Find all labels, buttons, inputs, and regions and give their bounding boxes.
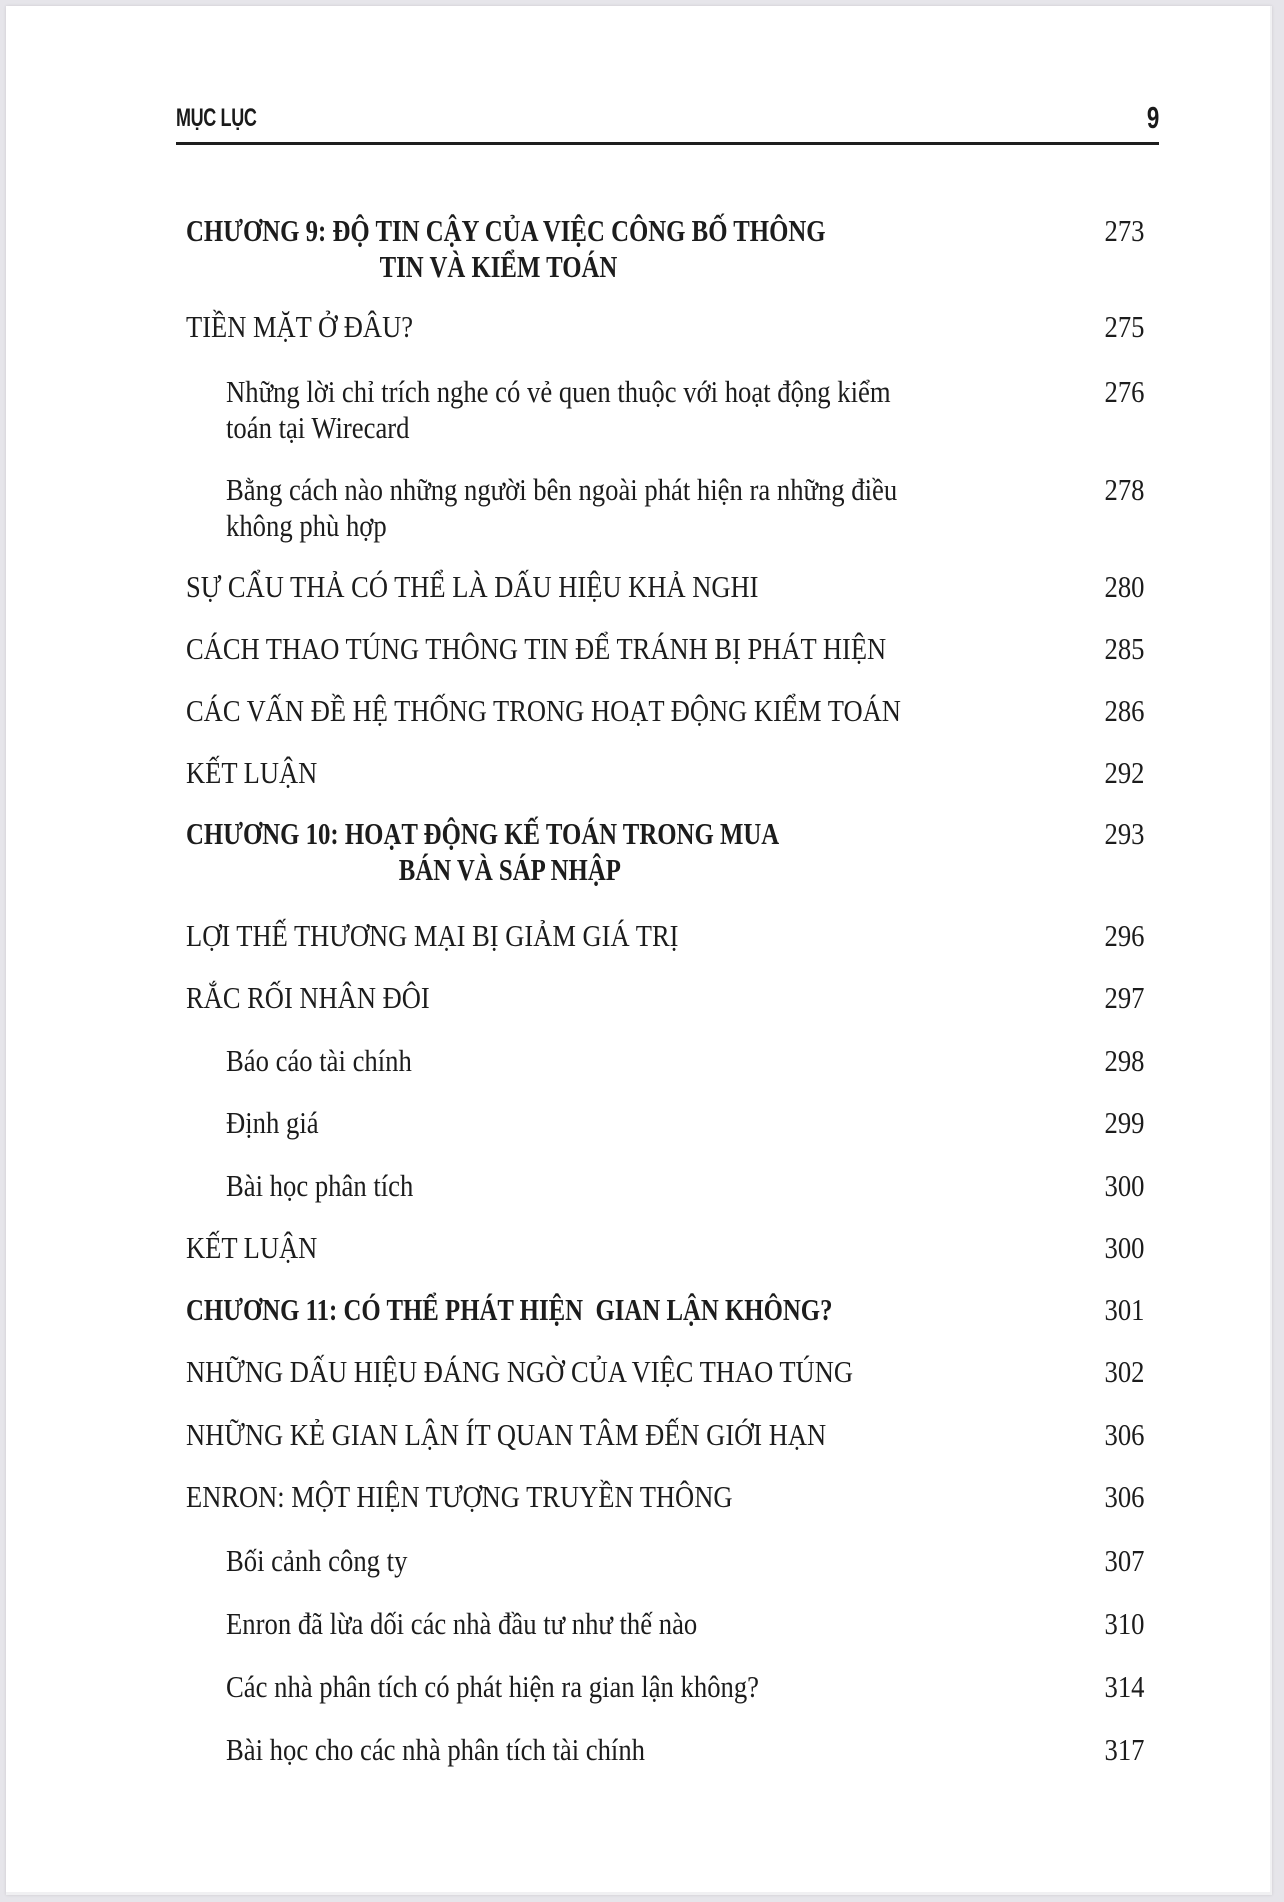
toc-entry-page: 275 [1104, 309, 1144, 344]
toc-entry-title [186, 693, 901, 729]
toc-entry-title [186, 1354, 853, 1390]
toc-entry-title [186, 755, 317, 791]
toc-entry-line: TIN VÀ KIỂM TOÁN [379, 249, 618, 284]
toc-entry-title [226, 1606, 697, 1642]
toc-entry-page: 286 [1104, 693, 1144, 728]
toc-entry-title [226, 1543, 407, 1579]
page-number: 9 [1146, 100, 1159, 135]
toc-entry-page: 285 [1104, 631, 1144, 666]
toc-entry-line: Bằng cách nào những người bên ngoài phát hiện ra những điều [226, 472, 898, 507]
toc-entry-line: Enron đã lừa dối các nhà đầu tư như thế nào [226, 1606, 698, 1641]
toc-entry-title [226, 1669, 759, 1705]
toc-entry-title [226, 1168, 413, 1204]
toc-entry-line: SỰ CẨU THẢ CÓ THỂ LÀ DẤU HIỆU KHẢ NGHI [186, 569, 759, 604]
toc-entry-page: 278 [1104, 472, 1144, 507]
toc-entry-line: Các nhà phân tích có phát hiện ra gian lận không? [226, 1669, 760, 1704]
toc-entry-page: 302 [1104, 1354, 1144, 1389]
toc-entry-line: CHƯƠNG 9: ĐỘ TIN CẬY CỦA VIỆC CÔNG BỐ THÔNG [186, 213, 826, 248]
toc-entry-page: 280 [1104, 569, 1144, 604]
toc-entry-line: Định giá [226, 1105, 319, 1140]
toc-entry-page: 292 [1104, 755, 1144, 790]
toc-entry-page: 306 [1104, 1479, 1144, 1514]
toc-entry-line: CÁC VẤN ĐỀ HỆ THỐNG TRONG HOẠT ĐỘNG KIỂM TOÁN [186, 693, 901, 728]
toc-entry-page: 298 [1104, 1043, 1144, 1078]
toc-entry-title [226, 1105, 319, 1141]
toc-entry-line: CHƯƠNG 10: HOẠT ĐỘNG KẾ TOÁN TRONG MUA [186, 816, 780, 851]
toc-entry-page: 306 [1104, 1417, 1144, 1452]
toc-entry-line: NHỮNG KẺ GIAN LẬN ÍT QUAN TÂM ĐẾN GIỚI HẠN [186, 1417, 827, 1452]
toc-entry-title [226, 1732, 645, 1768]
toc-entry-page: 299 [1104, 1105, 1144, 1140]
running-header [176, 102, 1159, 146]
toc-entry-title [186, 631, 886, 667]
toc-entry-line: LỢI THẾ THƯƠNG MẠI BỊ GIẢM GIÁ TRỊ [186, 918, 679, 953]
toc-entry-line: Bài học phân tích [226, 1168, 414, 1203]
toc-entry-title [226, 472, 897, 544]
toc-entry-title [186, 816, 779, 888]
toc-entry-page: 300 [1104, 1168, 1144, 1203]
toc-entry-page: 276 [1104, 374, 1144, 409]
toc-entry-title [186, 569, 758, 605]
toc-entry-title [186, 1479, 732, 1515]
toc-entry-page: 301 [1104, 1292, 1144, 1327]
toc-entry-line: Những lời chỉ trích nghe có vẻ quen thuộc với hoạt động kiểm [226, 374, 891, 409]
toc-entry-title [226, 374, 891, 446]
toc-entry-line: CÁCH THAO TÚNG THÔNG TIN ĐỂ TRÁNH BỊ PHÁT HIỆN [186, 631, 887, 666]
toc-entry-title [186, 309, 413, 345]
toc-entry-line: toán tại Wirecard [226, 410, 410, 445]
toc-entry-line: ENRON: MỘT HIỆN TƯỢNG TRUYỀN THÔNG [186, 1479, 733, 1514]
toc-entry-page: 307 [1104, 1543, 1144, 1578]
toc-entry-line: KẾT LUẬN [186, 755, 318, 790]
toc-entry-line: Báo cáo tài chính [226, 1043, 412, 1078]
toc-entry-line: Bài học cho các nhà phân tích tài chính [226, 1732, 646, 1767]
toc-entry-page: 296 [1104, 918, 1144, 953]
toc-entry-line: NHỮNG DẤU HIỆU ĐÁNG NGỜ CỦA VIỆC THAO TÚNG [186, 1354, 853, 1389]
header-rule [176, 142, 1159, 145]
book-page [6, 6, 1272, 1895]
toc-entry-page: 293 [1104, 816, 1144, 851]
toc-entry-title [226, 1043, 412, 1079]
toc-entry-page: 310 [1104, 1606, 1144, 1641]
toc-entry-page: 300 [1104, 1230, 1144, 1265]
toc-entry-line: không phù hợp [226, 508, 387, 543]
toc-entry-title [186, 980, 430, 1016]
toc-entry-line: TIỀN MẶT Ở ĐÂU? [186, 309, 413, 344]
toc-entry-title [186, 213, 826, 285]
toc-entry-line: KẾT LUẬN [186, 1230, 318, 1265]
toc-entry-title [186, 918, 678, 954]
toc-entry-line: CHƯƠNG 11: CÓ THỂ PHÁT HIỆN GIAN LẬN KHÔNG? [186, 1292, 833, 1327]
toc-entry-title [186, 1417, 826, 1453]
toc-entry-line: BÁN VÀ SÁP NHẬP [398, 852, 621, 887]
toc-entry-page: 314 [1104, 1669, 1144, 1704]
toc-entry-title [186, 1292, 832, 1328]
toc-entry-page: 317 [1104, 1732, 1144, 1767]
toc-entry-page: 297 [1104, 980, 1144, 1015]
toc-entry-page: 273 [1104, 213, 1144, 248]
toc-entry-line: RẮC RỐI NHÂN ĐÔI [186, 980, 430, 1015]
running-header-title: MỤC LỤC [176, 104, 257, 132]
toc-entry-line: Bối cảnh công ty [226, 1543, 408, 1578]
toc-entry-title [186, 1230, 317, 1266]
